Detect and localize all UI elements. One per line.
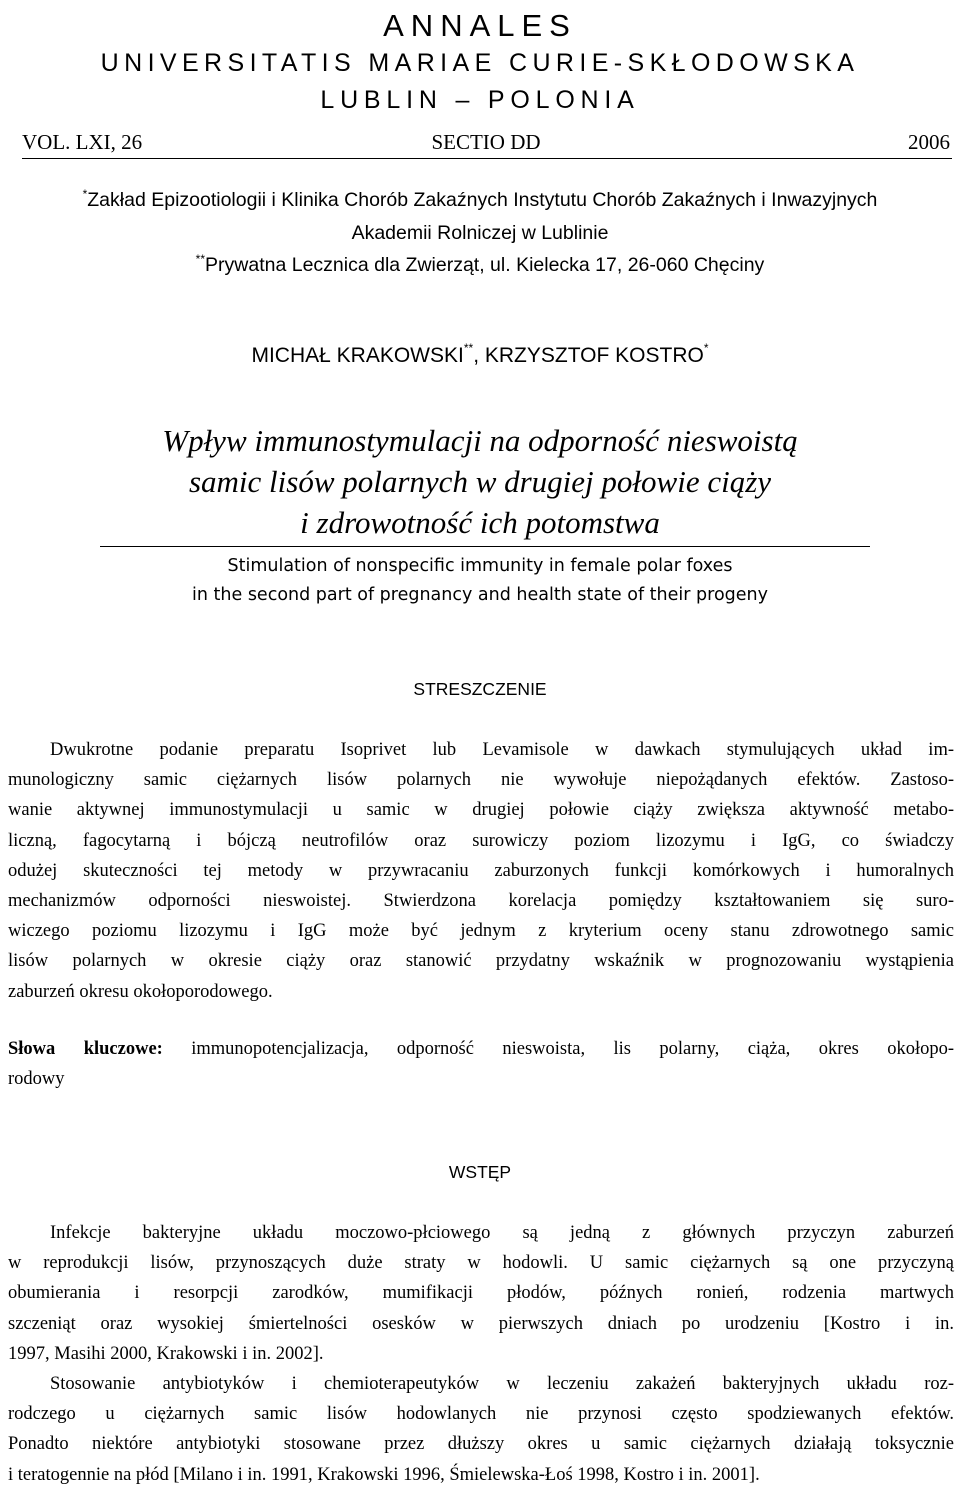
intro-line: Ponadto niektóre antybiotyki stosowane przez dłuższy okres u samic ciężarnych działają toksycznie <box>8 1434 954 1455</box>
journal-location: LUBLIN – POLONIA <box>320 86 640 114</box>
title-polish-line: Wpływ immunostymulacji na odporność nieswoistą <box>162 423 798 458</box>
affiliation-1 <box>0 187 960 213</box>
title-english-line: Stimulation of nonspecific immunity in female polar foxes <box>227 556 733 576</box>
intro-line: szczeniąt oraz wysokiej śmiertelności osesków w pierwszych dniach po urodzeniu [Kostro i in. <box>8 1313 954 1334</box>
abstract-line: odużej skuteczności tej metody w przywracaniu zaburzonych funkcji komórkowych i humoralnych <box>8 860 954 881</box>
title-polish <box>0 420 960 543</box>
intro-line: w reprodukcji lisów, przynoszących duże straty w hodowli. U samic ciężarnych są one przyczyną <box>8 1253 954 1274</box>
affiliation-1-continued: Akademii Rolniczej w Lublinie <box>351 222 609 244</box>
affiliation-2-mark: ** <box>195 252 206 266</box>
abstract-line: Dwukrotne podanie preparatu Isoprivet lub Levamisole w dawkach stymulujących układ im- <box>50 740 954 760</box>
title-rule <box>100 546 870 547</box>
journal-university: UNIVERSITATIS MARIAE CURIE-SKŁODOWSKA <box>100 49 860 77</box>
author-1-mark: ** <box>463 341 474 355</box>
title-english <box>0 552 960 610</box>
intro-heading: WSTĘP <box>448 1162 512 1182</box>
volume-year: 2006 <box>908 130 950 154</box>
affiliation-2 <box>0 252 960 278</box>
abstract-line: lisów polarnych w okresie ciąży oraz stanowić przydatny wskaźnik w prognozowaniu wystąpienia <box>8 951 954 972</box>
volume-row <box>22 128 950 158</box>
author-1: MICHAŁ KRAKOWSKI <box>251 344 464 367</box>
journal-title: ANNALES <box>383 8 577 43</box>
title-english-line: in the second part of pregnancy and health state of their progeny <box>192 585 768 605</box>
abstract-line: liczną, fagocytarną i bójczą neutrofilów oraz surowiczy poziom lizozymu i IgG, co świadczy <box>8 830 954 851</box>
affiliation-1-text: Zakład Epizootiologii i Klinika Chorób Zakaźnych Instytutu Chorób Zakaźnych i Inwazyjnych <box>87 189 878 211</box>
volume-section: SECTIO DD <box>431 130 541 154</box>
intro-line: rodczego u ciężarnych samic lisów hodowlanych nie przynosi często spodziewanych efektów. <box>8 1404 954 1425</box>
affiliation-2-text: Prywatna Lecznica dla Zwierząt, ul. Kielecka 17, 26-060 Chęciny <box>205 254 765 276</box>
title-polish-line: i zdrowotność ich potomstwa <box>300 505 660 540</box>
author-separator: , <box>473 344 485 367</box>
intro-line: Stosowanie antybiotyków i chemioterapeutyków w leczeniu zakażeń bakteryjnych układu roz- <box>50 1373 954 1394</box>
keywords-line <box>8 1034 954 1064</box>
abstract-line: mechanizmów odporności nieswoistej. Stwierdzona korelacja pomiędzy kształtowaniem się suro- <box>8 890 954 911</box>
intro-line: i teratogennie na płód [Milano i in. 1991, Krakowski 1996, Śmielewska-Łoś 1998, Kostro i in. 2001]. <box>8 1464 760 1485</box>
intro-line: 1997, Masihi 2000, Krakowski i in. 2002]. <box>8 1343 324 1364</box>
author-2-mark: * <box>703 341 709 355</box>
abstract-line: wanie aktywnej immunostymulacji u samic w drugiej połowie ciąży zwiększa aktywność metabo- <box>8 800 954 821</box>
author-2: KRZYSZTOF KOSTRO <box>484 344 704 367</box>
keywords-label: Słowa kluczowe: <box>8 1039 163 1059</box>
title-polish-line: samic lisów polarnych w drugiej połowie ciąży <box>188 464 772 499</box>
abstract-heading: STRESZCZENIE <box>413 679 547 699</box>
abstract-text <box>8 735 954 1007</box>
keywords-text: immunopotencjalizacja, odporność nieswoista, lis polarny, ciąża, okres okołopo- <box>162 1039 954 1059</box>
intro-text <box>8 1218 954 1490</box>
keywords-line: rodowy <box>8 1069 65 1090</box>
abstract-line: zaburzeń okresu okołoporodowego. <box>8 981 273 1002</box>
author-list <box>0 342 960 370</box>
intro-line: obumierania i resorpcji zarodków, mumifikacji płodów, późnych ronień, rodzenia martwych <box>8 1283 954 1304</box>
keywords <box>8 1034 954 1094</box>
intro-line: Infekcje bakteryjne układu moczowo-płciowego są jedną z głównych przyczyn zaburzeń <box>50 1223 954 1243</box>
affiliation-1-mark: * <box>82 187 88 201</box>
volume-number: VOL. LXI, 26 <box>22 130 143 154</box>
header-rule <box>22 158 952 159</box>
abstract-line: munologiczny samic ciężarnych lisów polarnych nie wywołuje niepożądanych efektów. Zastoso- <box>8 770 954 791</box>
abstract-line: wiczego poziomu lizozymu i IgG może być jednym z kryterium oceny stanu zdrowotnego samic <box>8 921 954 942</box>
